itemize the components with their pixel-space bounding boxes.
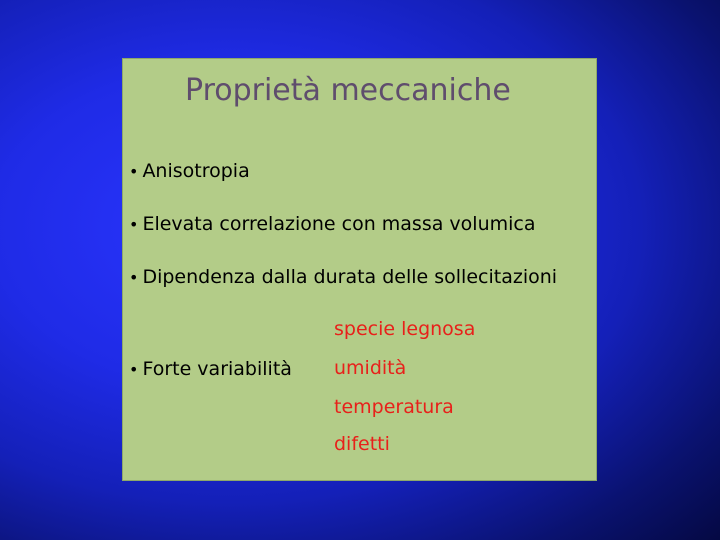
factor-temperatura: temperatura [334, 396, 454, 418]
factor-difetti: difetti [334, 433, 390, 455]
factor-umidita: umidità [334, 357, 407, 379]
bullet-text: Forte variabilità [142, 358, 292, 380]
bullet-text: Elevata correlazione con massa volumica [142, 213, 536, 235]
bullet-anisotropia [129, 160, 250, 182]
bullet-dot: • [129, 268, 139, 287]
bullet-dot: • [129, 215, 139, 234]
slide-title: Proprietà meccaniche [185, 73, 511, 108]
bullet-text: Dipendenza dalla durata delle sollecitazioni [142, 266, 558, 288]
bullet-dot: • [129, 162, 139, 181]
bullet-variabilita [129, 358, 292, 380]
bullet-correlazione [129, 213, 535, 235]
bullet-durata [129, 266, 557, 288]
content-panel [122, 58, 597, 481]
bullet-text: Anisotropia [142, 160, 250, 182]
factor-specie-legnosa: specie legnosa [334, 318, 476, 340]
bullet-dot: • [129, 360, 139, 379]
